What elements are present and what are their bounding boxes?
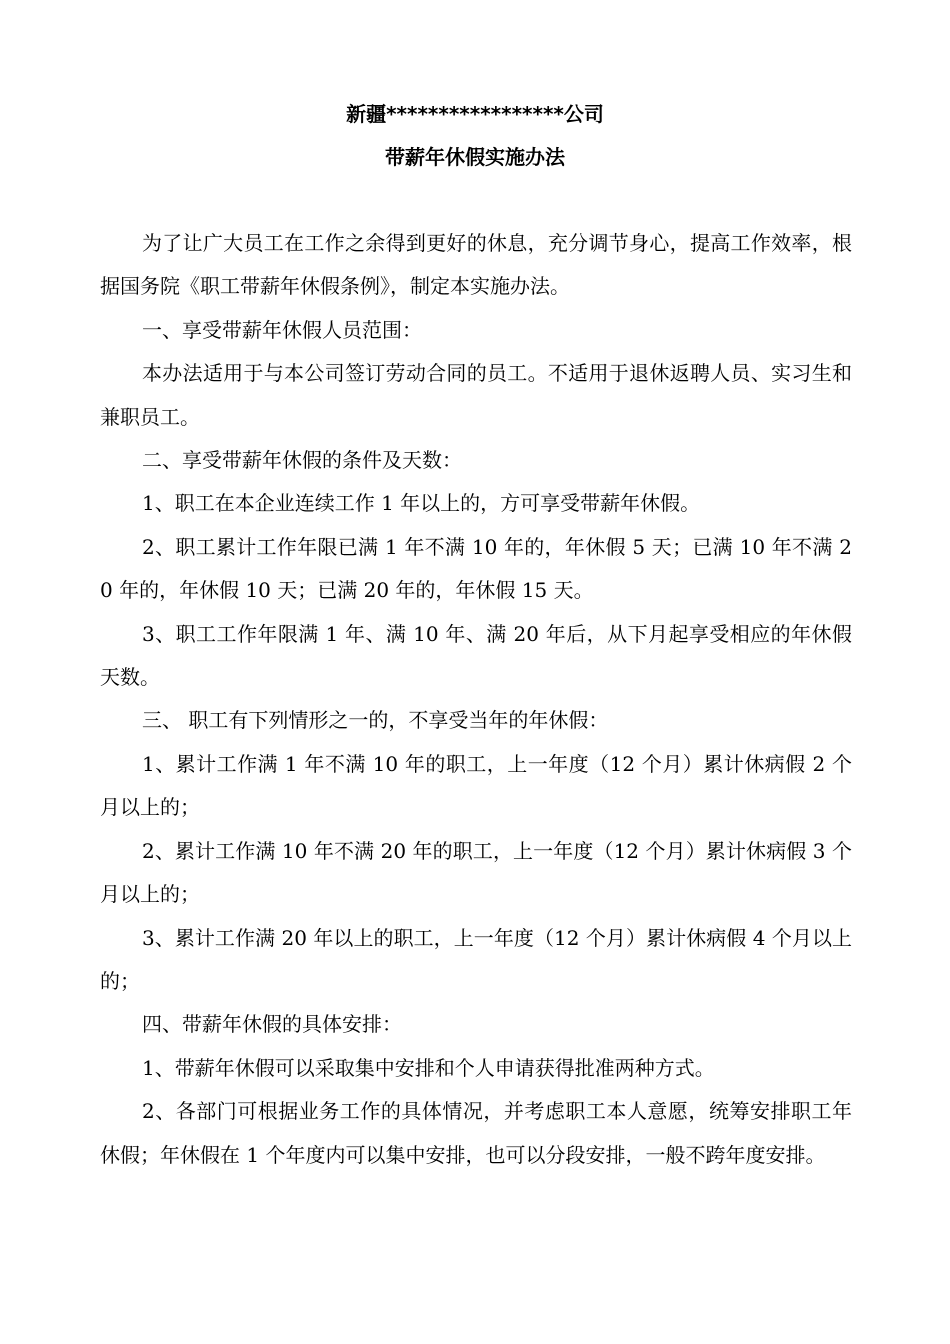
section-heading-3: 三、 职工有下列情形之一的，不享受当年的年休假： bbox=[142, 708, 609, 733]
section-heading-4: 四、带薪年休假的具体安排： bbox=[142, 1012, 402, 1037]
list-item-2-2: 2、职工累计工作年限已满 1 年不满 10 年的，年休假 5 天；已满 10 年不满 20 年的，年休假 10 天；已满 20 年的，年休假 15 天。 bbox=[100, 534, 852, 603]
list-item-3-3: 3、累计工作满 20 年以上的职工，上一年度（12 个月）累计休病假 4 个月以上的； bbox=[100, 925, 852, 993]
section-heading-2: 二、享受带薪年休假的条件及天数： bbox=[142, 448, 462, 473]
document-main-title: 带薪年休假实施办法 bbox=[385, 145, 565, 169]
paragraph-intro: 为了让广大员工在工作之余得到更好的休息，充分调节身心，提高工作效率，根据国务院《职工带薪年休假条例》，制定本实施办法。 bbox=[100, 231, 852, 299]
document-body bbox=[100, 222, 852, 1177]
list-item-3-1: 1、累计工作满 1 年不满 10 年的职工，上一年度（12 个月）累计休病假 2 个月以上的； bbox=[100, 751, 852, 820]
list-item-4-1: 1、带薪年休假可以采取集中安排和个人申请获得批准两种方式。 bbox=[142, 1055, 715, 1080]
list-item-4-2: 2、各部门可根据业务工作的具体情况，并考虑职工本人意愿，统筹安排职工年休假；年休假在 1 个年度内可以集中安排，也可以分段安排，一般不跨年度安排。 bbox=[100, 1099, 852, 1167]
section-heading-1: 一、享受带薪年休假人员范围： bbox=[142, 317, 422, 342]
document-company-title: 新疆*****************公司 bbox=[346, 102, 604, 126]
list-item-2-3: 3、职工工作年限满 1 年、满 10 年、满 20 年后，从下月起享受相应的年休假天数。 bbox=[100, 621, 852, 690]
list-item-3-2: 2、累计工作满 10 年不满 20 年的职工，上一年度（12 个月）累计休病假 3 个月以上的； bbox=[100, 838, 852, 907]
list-item-2-1: 1、职工在本企业连续工作 1 年以上的，方可享受带薪年休假。 bbox=[142, 491, 701, 516]
paragraph-scope: 本办法适用于与本公司签订劳动合同的员工。不适用于退休返聘人员、实习生和兼职员工。 bbox=[100, 361, 852, 429]
